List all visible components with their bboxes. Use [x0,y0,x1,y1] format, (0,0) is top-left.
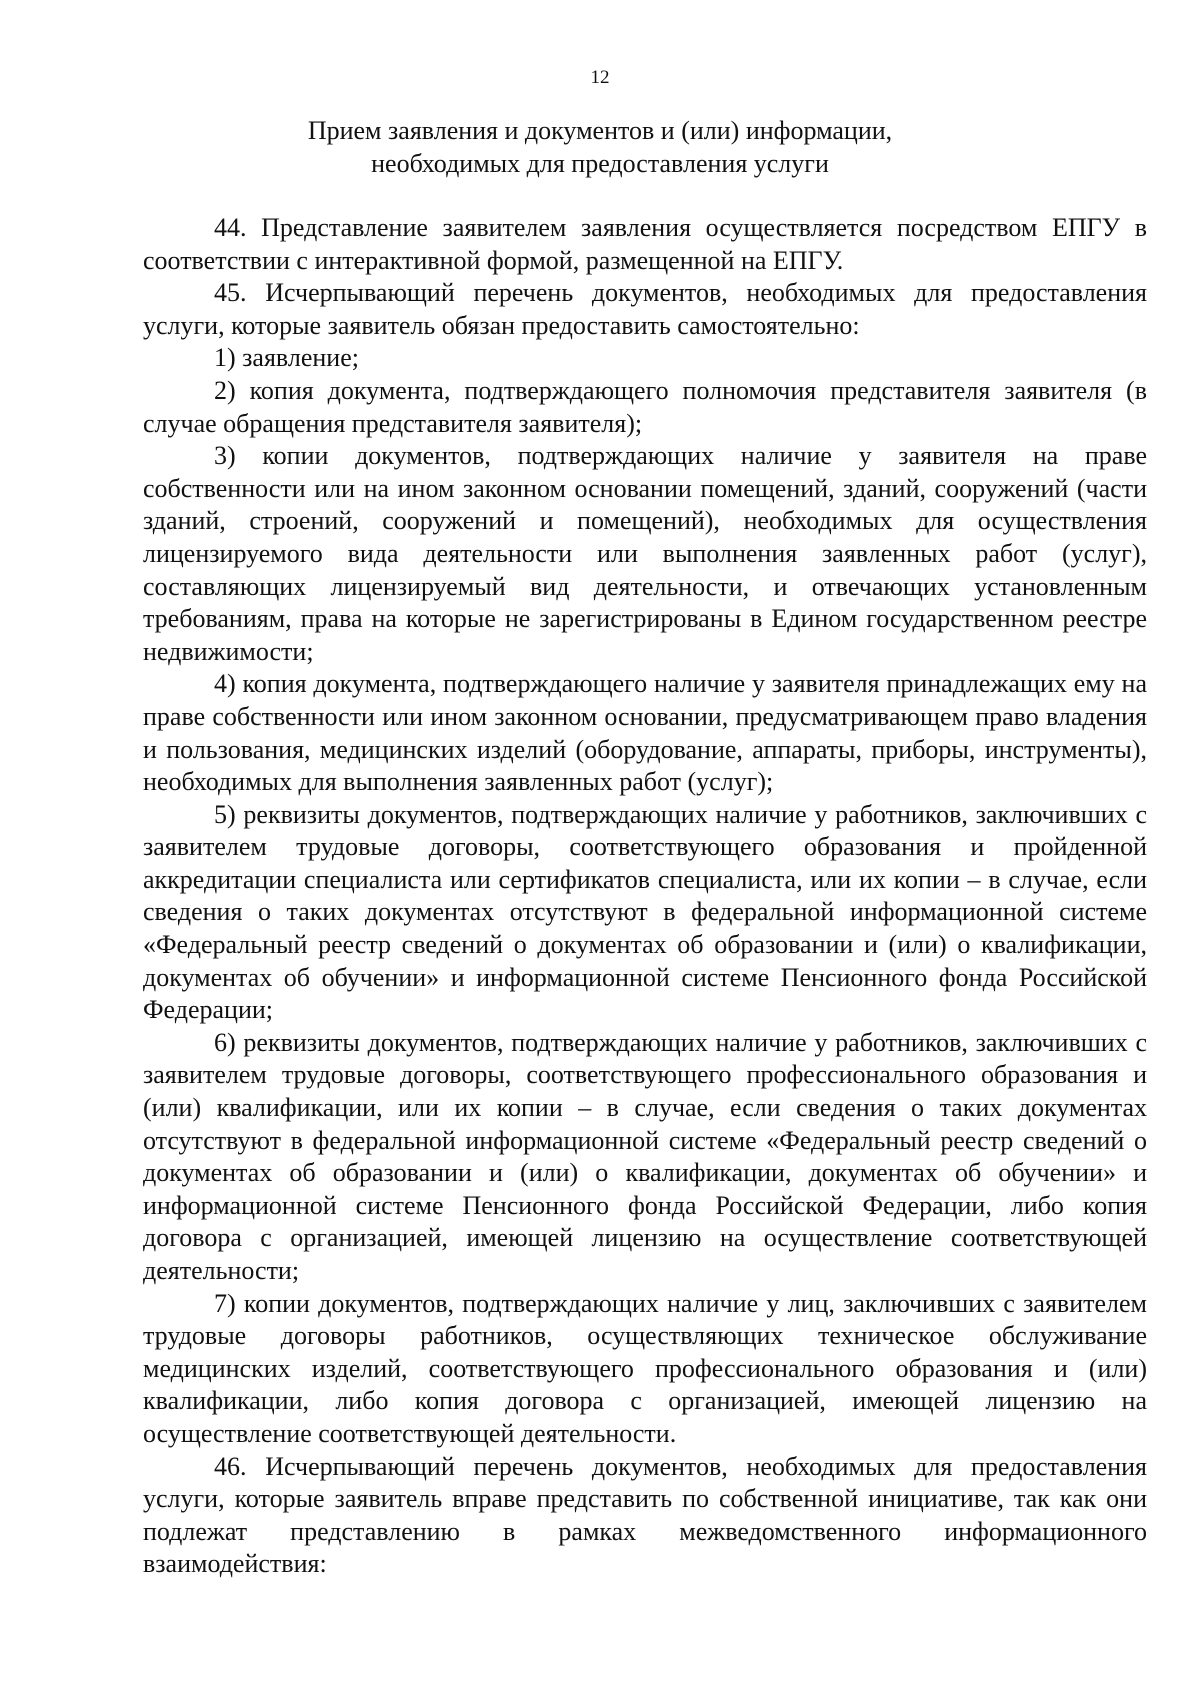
document-body [143,212,1147,1581]
paragraph-46: 46. Исчерпывающий перечень документов, необходимых для предоставления услуги, которые заявитель вправе представить по собственной инициативе, так как они подлежат представлению в рамках межведомственного информационного взаимодействия: [143,1451,1147,1579]
list-item-7: 7) копии документов, подтверждающих наличие у лиц, заключивших с заявителем трудовые договоры работников, осуществляющих техническое обслуживание медицинских изделий, соответствующего профессионального образования и (или) квалификации, либо копия договора с организацией, имеющей лицензию на осуществление соответствующей деятельности. [143,1288,1147,1448]
list-item-3: 3) копии документов, подтверждающих наличие у заявителя на праве собственности или на ином законном основании помещений, зданий, сооружений (части зданий, строений, сооружений и помещений), необходимых для осуществления лицензируемого вида деятельности или выполнения заявленных работ (услуг), составляющих лицензируемый вид деятельности, и отвечающих установленным требованиям, права на которые не зарегистрированы в Едином государственном реестре недвижимости; [143,441,1147,666]
section-heading [0,114,1200,180]
list-item-2: 2) копия документа, подтверждающего полномочия представителя заявителя (в случае обращения представителя заявителя); [143,375,1147,438]
section-heading-line-2: необходимых для предоставления услуги [371,149,829,178]
section-heading-line-1: Прием заявления и документов и (или) информации, [307,116,893,145]
paragraph-45: 45. Исчерпывающий перечень документов, необходимых для предоставления услуги, которые заявитель обязан предоставить самостоятельно: [143,278,1147,340]
list-item-1: 1) заявление; [214,343,359,373]
list-item-6: 6) реквизиты документов, подтверждающих наличие у работников, заключивших с заявителем трудовые договоры, соответствующего профессионального образования и (или) квалификации, или их копии – в случае, если сведения о таких документах отсутствуют в федеральной информационной системе «Федеральный реестр сведений о документах об образовании и (или) о квалификации, документах об обучении» и информационной системе Пенсионного фонда Российской Федерации, либо копия договора с организацией, имеющей лицензию на осуществление соответствующей деятельности; [143,1027,1147,1285]
list-item-4: 4) копия документа, подтверждающего наличие у заявителя принадлежащих ему на праве собственности или ином законном основании, предусматривающем право владения и пользования, медицинских изделий (оборудование, аппараты, приборы, инструменты), необходимых для выполнения заявленных работ (услуг); [143,669,1147,797]
paragraph-44: 44. Представление заявителем заявления осуществляется посредством ЕПГУ в соответствии с интерактивной формой, размещенной на ЕПГУ. [143,213,1147,275]
page-number: 12 [590,67,610,88]
list-item-5: 5) реквизиты документов, подтверждающих наличие у работников, заключивших с заявителем трудовые договоры, соответствующего образования и пройденной аккредитации специалиста или сертификатов специалиста, или их копии – в случае, если сведения о таких документах отсутствуют в федеральной информационной системе «Федеральный реестр сведений о документах об образовании и (или) о квалификации, документах об обучении» и информационной системе Пенсионного фонда Российской Федерации; [143,799,1147,1025]
